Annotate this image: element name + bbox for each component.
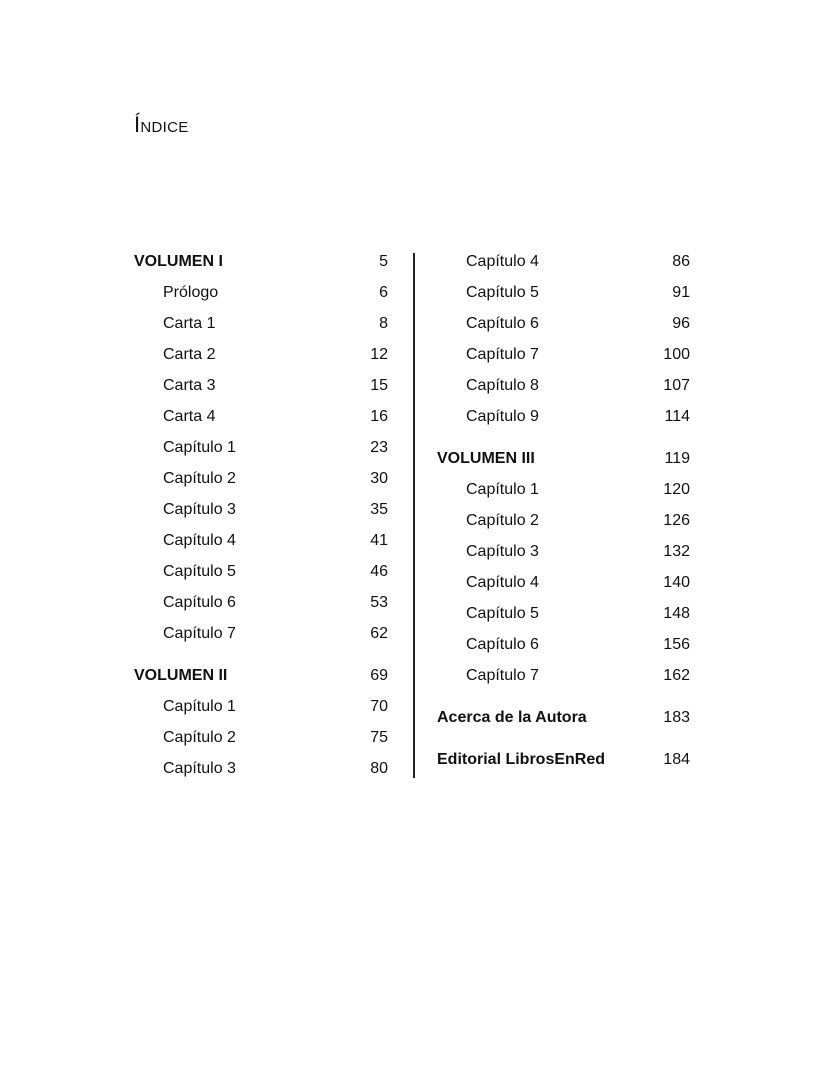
toc-entry-label: Capítulo 8 xyxy=(466,376,539,394)
toc-entry-label: Carta 3 xyxy=(163,376,216,394)
page-title: Índice xyxy=(134,112,189,137)
toc-entry[interactable] xyxy=(134,556,388,587)
toc-entry[interactable] xyxy=(437,629,690,660)
toc-entry-page-number: 114 xyxy=(664,407,690,425)
toc-entry[interactable] xyxy=(437,474,690,505)
toc-entry-label: Capítulo 3 xyxy=(163,500,236,518)
toc-entry-page-number: 69 xyxy=(370,666,388,684)
toc-entry-page-number: 183 xyxy=(663,708,690,726)
toc-entry-page-number: 8 xyxy=(379,314,388,332)
toc-entry-page-number: 41 xyxy=(370,531,388,549)
toc-entry-page-number: 75 xyxy=(370,728,388,746)
toc-entry[interactable] xyxy=(134,339,388,370)
toc-entry-label: Capítulo 3 xyxy=(163,759,236,777)
toc-entry-page-number: 156 xyxy=(663,635,690,653)
toc-entry[interactable] xyxy=(134,401,388,432)
toc-entry-page-number: 126 xyxy=(663,511,690,529)
toc-left-column xyxy=(134,246,388,784)
toc-entry-page-number: 35 xyxy=(370,500,388,518)
toc-entry-page-number: 12 xyxy=(370,345,388,363)
toc-entry[interactable] xyxy=(437,246,690,277)
toc-entry[interactable] xyxy=(437,536,690,567)
toc-entry-label: Editorial LibrosEnRed xyxy=(437,750,606,768)
toc-entry[interactable] xyxy=(134,618,388,649)
toc-entry-label: Capítulo 3 xyxy=(466,542,539,560)
toc-section-entry[interactable] xyxy=(437,702,690,733)
toc-entry-page-number: 86 xyxy=(672,252,690,270)
toc-entry[interactable] xyxy=(134,494,388,525)
toc-entry-page-number: 70 xyxy=(370,697,388,715)
toc-entry-page-number: 184 xyxy=(663,750,690,768)
toc-entry-page-number: 120 xyxy=(663,480,690,498)
toc-entry-label: Capítulo 4 xyxy=(466,252,539,270)
toc-entry[interactable] xyxy=(437,277,690,308)
toc-entry-page-number: 96 xyxy=(672,314,690,332)
toc-entry-label: Capítulo 2 xyxy=(466,511,539,529)
toc-entry-page-number: 148 xyxy=(663,604,690,622)
toc-entry-label: Capítulo 6 xyxy=(163,593,236,611)
toc-entry-page-number: 119 xyxy=(664,449,690,467)
toc-entry-page-number: 23 xyxy=(370,438,388,456)
toc-entry[interactable] xyxy=(437,401,690,432)
toc-entry-label: Capítulo 6 xyxy=(466,314,539,332)
toc-section-entry[interactable] xyxy=(437,744,690,775)
toc-entry[interactable] xyxy=(134,722,388,753)
toc-entry[interactable] xyxy=(437,598,690,629)
toc-entry-page-number: 30 xyxy=(370,469,388,487)
toc-entry-label: VOLUMEN III xyxy=(437,449,535,467)
toc-entry-label: Capítulo 5 xyxy=(466,604,539,622)
toc-entry[interactable] xyxy=(437,660,690,691)
toc-entry-label: Capítulo 1 xyxy=(163,697,236,715)
toc-section-entry[interactable] xyxy=(134,246,388,277)
toc-entry[interactable] xyxy=(134,463,388,494)
toc-entry-page-number: 100 xyxy=(663,345,690,363)
toc-entry-page-number: 80 xyxy=(370,759,388,777)
toc-entry[interactable] xyxy=(134,691,388,722)
toc-entry[interactable] xyxy=(134,587,388,618)
toc-entry-label: VOLUMEN I xyxy=(134,252,223,270)
toc-entry-page-number: 91 xyxy=(672,283,690,301)
toc-entry-page-number: 15 xyxy=(370,376,388,394)
toc-entry-label: Capítulo 7 xyxy=(466,345,539,363)
toc-entry-page-number: 62 xyxy=(370,624,388,642)
toc-entry-label: Capítulo 7 xyxy=(466,666,539,684)
toc-entry-label: Capítulo 7 xyxy=(163,624,236,642)
toc-entry-label: Capítulo 1 xyxy=(466,480,539,498)
toc-entry-label: VOLUMEN II xyxy=(134,666,228,684)
toc-entry[interactable] xyxy=(437,505,690,536)
toc-entry-label: Capítulo 5 xyxy=(466,283,539,301)
toc-entry-page-number: 132 xyxy=(663,542,690,560)
toc-entry[interactable] xyxy=(437,370,690,401)
toc-entry-label: Capítulo 2 xyxy=(163,469,236,487)
toc-entry-page-number: 5 xyxy=(379,252,388,270)
toc-entry-label: Acerca de la Autora xyxy=(437,708,587,726)
toc-entry-label: Capítulo 9 xyxy=(466,407,539,425)
toc-entry[interactable] xyxy=(134,277,388,308)
toc-entry-label: Carta 1 xyxy=(163,314,216,332)
toc-entry-page-number: 53 xyxy=(370,593,388,611)
toc-entry-label: Capítulo 5 xyxy=(163,562,236,580)
toc-section-entry[interactable] xyxy=(134,660,388,691)
toc-entry[interactable] xyxy=(134,753,388,784)
toc-entry-label: Capítulo 4 xyxy=(163,531,236,549)
toc-right-column xyxy=(437,246,690,775)
toc-entry-label: Capítulo 2 xyxy=(163,728,236,746)
toc-entry[interactable] xyxy=(134,525,388,556)
toc-entry-page-number: 162 xyxy=(663,666,690,684)
toc-entry-label: Carta 4 xyxy=(163,407,216,425)
toc-entry[interactable] xyxy=(437,308,690,339)
toc-section-entry[interactable] xyxy=(437,443,690,474)
toc-entry-label: Capítulo 4 xyxy=(466,573,539,591)
toc-entry[interactable] xyxy=(437,567,690,598)
toc-entry-label: Carta 2 xyxy=(163,345,216,363)
toc-entry-page-number: 140 xyxy=(663,573,690,591)
toc-entry[interactable] xyxy=(437,339,690,370)
toc-entry-label: Capítulo 1 xyxy=(163,438,236,456)
toc-entry-page-number: 6 xyxy=(379,283,388,301)
column-divider xyxy=(413,253,415,778)
toc-entry-page-number: 16 xyxy=(370,407,388,425)
toc-entry-page-number: 107 xyxy=(663,376,690,394)
toc-entry-label: Capítulo 6 xyxy=(466,635,539,653)
toc-entry[interactable] xyxy=(134,370,388,401)
toc-entry[interactable] xyxy=(134,432,388,463)
toc-entry[interactable] xyxy=(134,308,388,339)
toc-entry-page-number: 46 xyxy=(370,562,388,580)
toc-entry-label: Prólogo xyxy=(163,283,219,301)
